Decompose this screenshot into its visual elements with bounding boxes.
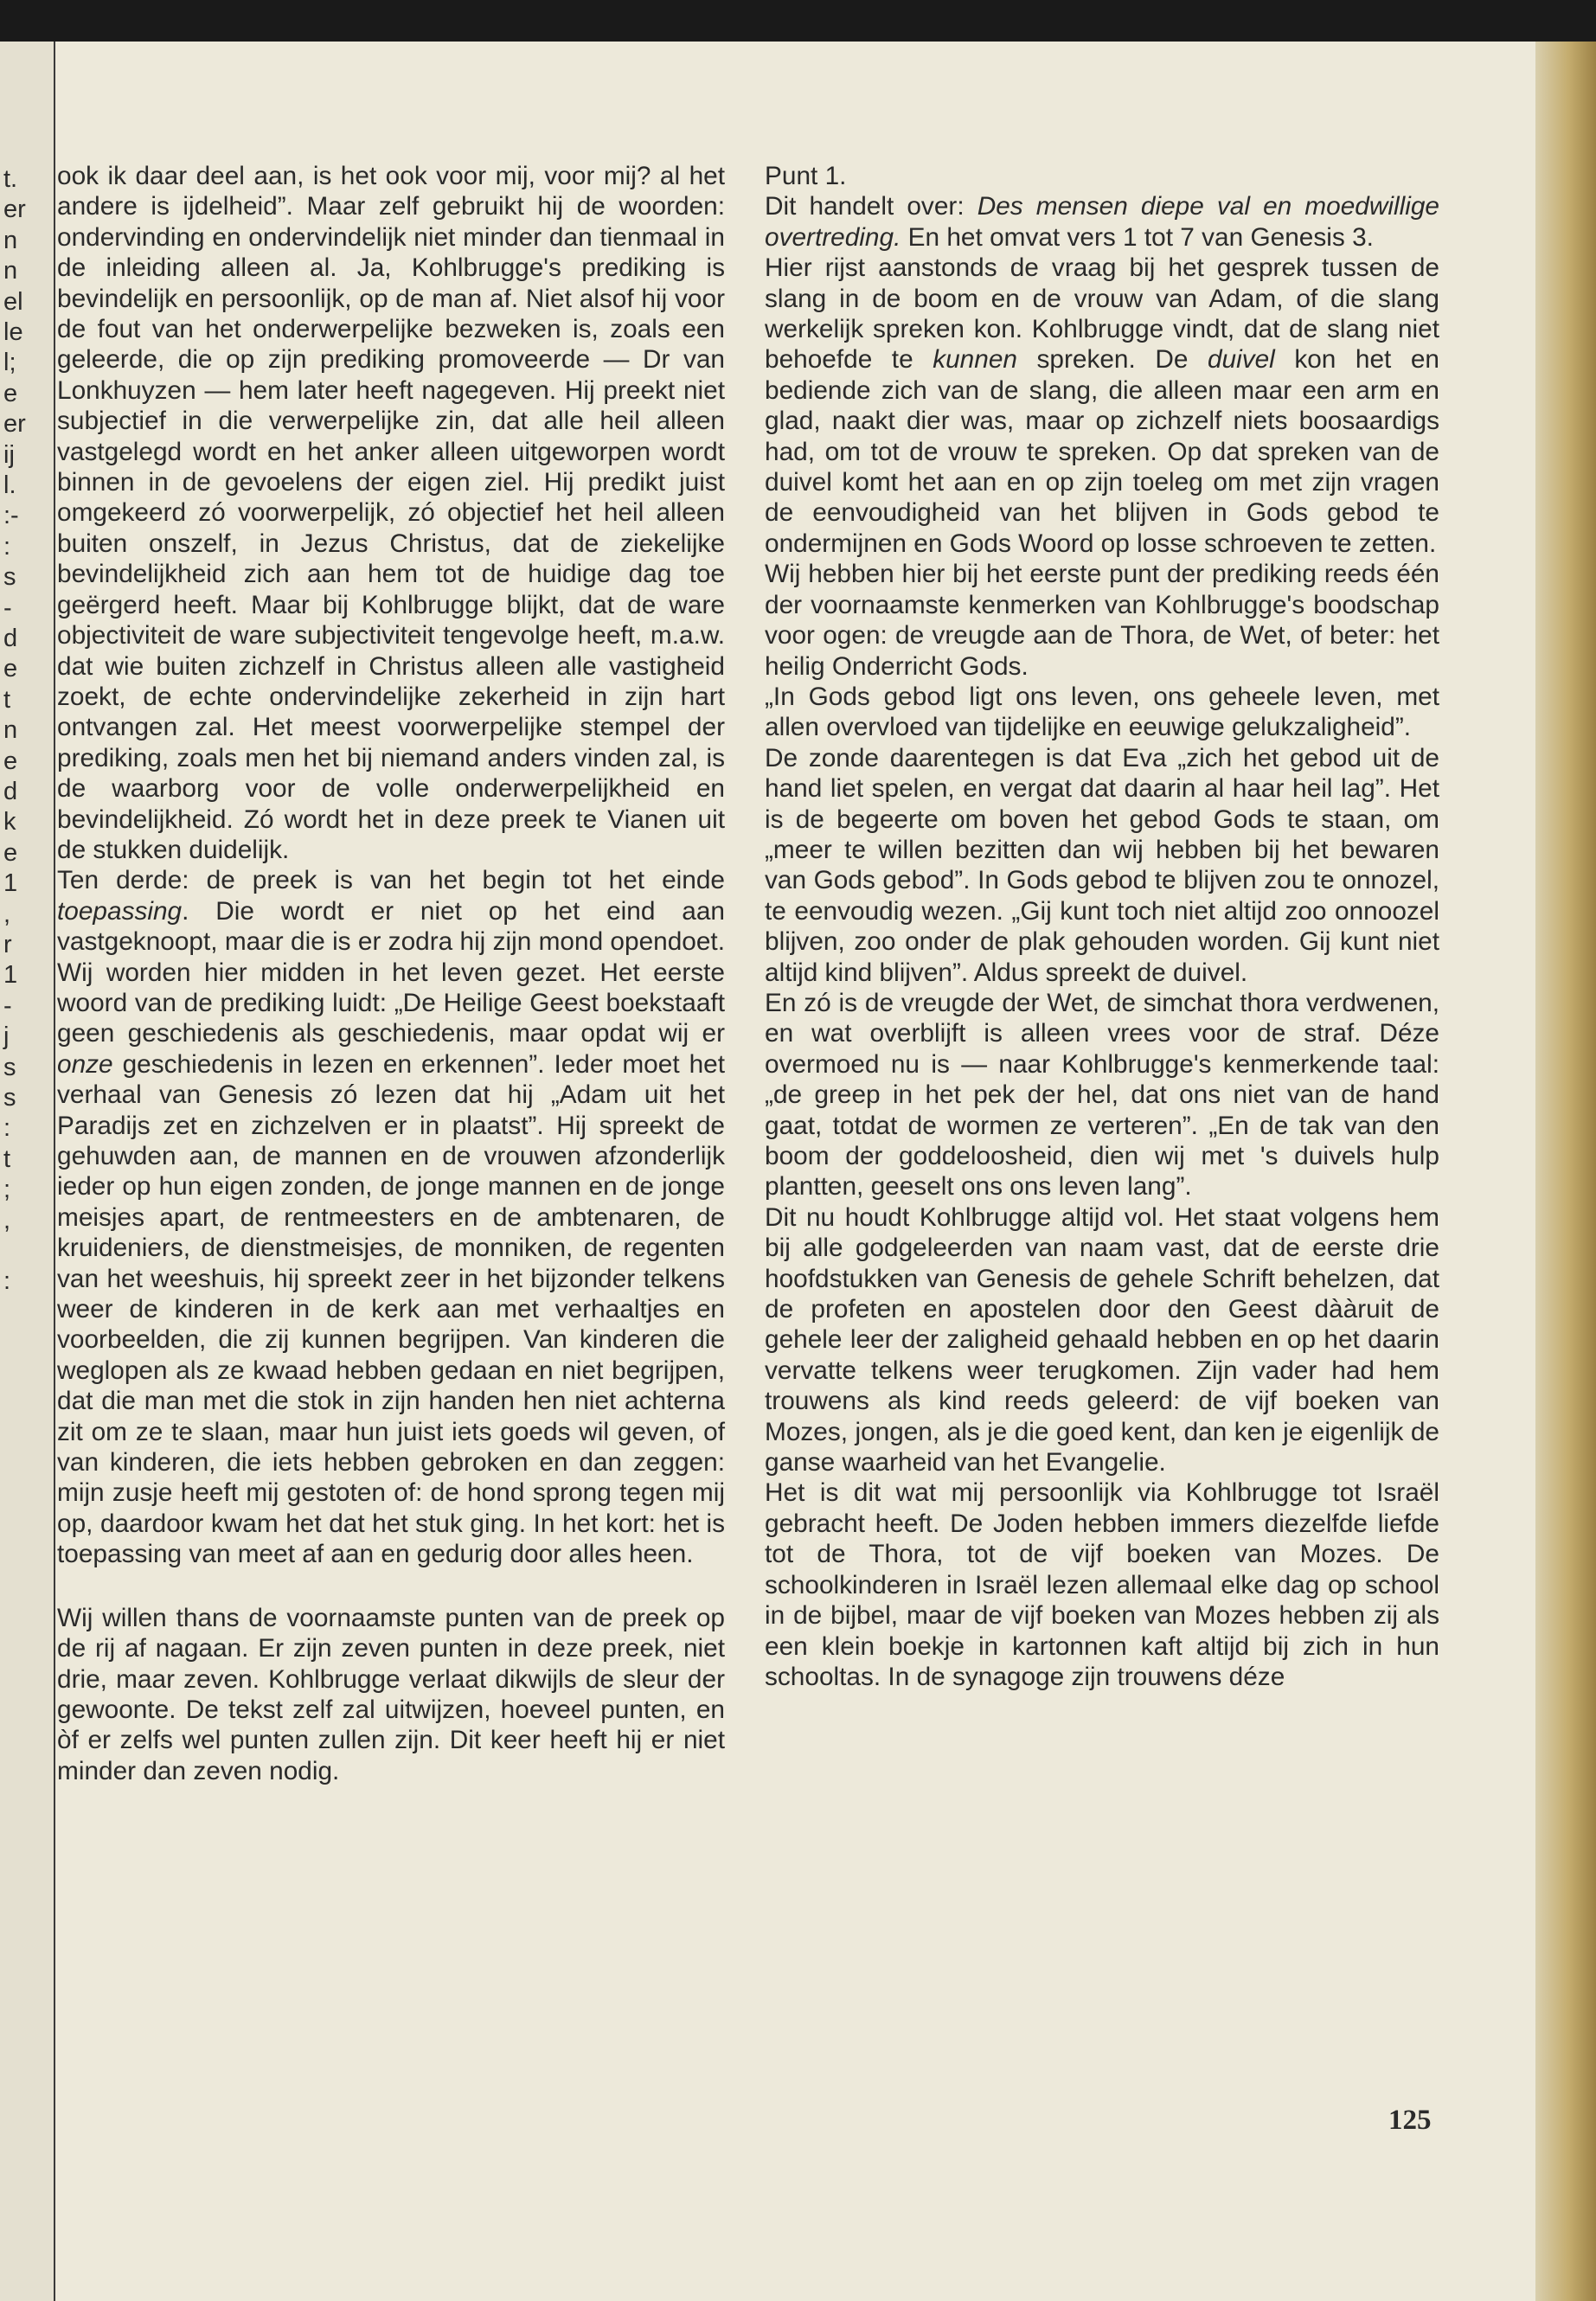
- margin-fragment: er: [3, 195, 26, 224]
- margin-fragment: :-: [3, 502, 19, 530]
- margin-fragment: s: [3, 563, 16, 592]
- margin-fragment: j: [3, 1022, 10, 1051]
- margin-fragment: e: [3, 838, 18, 867]
- margin-fragment: l;: [3, 349, 16, 377]
- margin-fragment: ,: [3, 1206, 11, 1234]
- margin-fragment: s: [3, 1053, 16, 1081]
- margin-fragment: 1: [3, 961, 18, 990]
- margin-fragment: n: [3, 226, 18, 254]
- paragraph: Dit nu houdt Kohlbrugge altijd vol. Het staat volgens hem bij alle godgeleerden van naam vast, dat de eerste drie hoofdstukken van Genesis de gehele Schrift behelzen, dat de profeten en apostelen door den Geest dààruit de gehele leer der zaligheid gehaald hebben en op het daarin vervatte telkens weer terugkomen. Zijn vader had hem trouwens als kind reeds geleerd: de vijf boeken van Mozes, jongen, als je die goed kent, dan ken je eigenlijk de ganse waarheid van het Evangelie.: [765, 1202, 1439, 1477]
- paragraph: Wij hebben hier bij het eerste punt der prediking reeds één der voornaamste kenmerken van Kohlbrugge's boodschap voor ogen: de vreugde aan de Thora, de Wet, of beter: het heilig Onderricht Gods.: [765, 560, 1439, 681]
- paragraph: Ten derde: de preek is van het begin tot het einde toepassing. Die wordt er niet op het eind aan vastgeknoopt, maar die is er zodra hij zijn mond opendoet. Wij worden hier midden in het leven gezet. Het eerste woord van de prediking luidt: „De Heilige Geest boekstaaft geen geschiedenis als geschiedenis, maar opdat wij er onze geschiedenis in lezen en erkennen”. Ieder moet het verhaal van Genesis zó lezen dat hij „Adam uit het Paradijs zet en zichzelven er in plaatst”. Hij spreekt de gehuwden aan, de mannen en de vrouwen afzonderlijk ieder op hun eigen zonden, de jonge mannen en de jonge meisjes apart, de rentmeesters en de ambtenaren, de kruideniers, de dienstmeisjes, de monniken, de regenten van het weeshuis, hij spreekt zeer in het bijzonder telkens weer de kinderen in de kerk aan met verhaaltjes en voorbeelden, die zij kunnen begrijpen. Van kinderen die weglopen als ze kwaad hebben gedaan en niet begrijpen, dat die man met die stok in zijn handen hen niet achterna zit om ze te slaan, maar hun juist iets goeds wil geven, of van kinderen, die iets hebben gebroken en dan zeggen: mijn zusje heeft mij gestoten of: de hond sprong tegen mij op, daardoor kwam het dat het stuk ging. In het kort: het is toepassing van meet af aan en gedurig door alles heen.: [57, 866, 725, 1569]
- margin-fragment: l.: [3, 471, 16, 499]
- margin-fragment: le: [3, 318, 23, 346]
- margin-fragment: e: [3, 747, 18, 775]
- margin-fragment: d: [3, 778, 18, 805]
- paragraph: ook ik daar deel aan, is het ook voor mij, voor mij? al het andere is ijdelheid”. Maar zelf gebruikt hij de woorden: ondervinding en ondervindelijk niet minder dan tienmaal in de inleiding alleen al. Ja, Kohlbrugge's prediking is bevindelijk en persoonlijk, op de man af. Niet alsof hij voor de fout van het onderwerpelijke bezweken is, zoals een geleerde, die op zijn prediking promoveerde — Dr van Lonkhuyzen — hem later heeft nagegeven. Hij preekt niet subjectief in die verwerpelijke zin, dat alle heil alleen vastgelegd wordt en het anker alleen uitgeworpen wordt binnen in de gevoelens der eigen ziel. Hij predikt juist omgekeerd zó voorwerpelijk, zó objectief het heil alleen buiten onszelf, in Jezus Christus, dat de ziekelijke bevindelijkheid zich aan hem tot de huidige dag toe geërgerd heeft. Maar bij Kohlbrugge blijkt, dat de ware objectiviteit de ware subjectiviteit tengevolge heeft, m.a.w. dat wie buiten zichzelf in Christus alleen alle vastigheid zoekt, de echte ondervindelijke zekerheid in zijn hart ontvangen zal. Het meest voorwerpelijke stempel der prediking, zoals men het bij niemand anders vinden zal, is de waarborg voor de volle onderwerpelijkheid en bevindelijkheid. Zó wordt het in deze preek te Vianen uit de stukken duidelijk.: [57, 162, 725, 864]
- margin-fragment: n: [3, 257, 18, 285]
- paragraph: De zonde daarentegen is dat Eva „zich het gebod uit de hand liet spelen, en vergat dat daarin al haar heil lag”. Het is de begeerte om boven het gebod Gods te staan, om „meer te willen bezitten dan wij hebben bij het bewaren van Gods gebod”. In Gods gebod te blijven zou te onnozel, te eenvoudig wezen. „Gij kunt toch niet altijd zoo onnoozel blijven, zoo onder de plak gehouden worden. Gij kunt niet altijd kind blijven”. Aldus spreekt de duivel.: [765, 743, 1439, 987]
- margin-fragment: s: [3, 1084, 16, 1112]
- margin-fragment: ij: [3, 440, 15, 469]
- margin-fragment: ;: [3, 1176, 11, 1204]
- margin-fragment: :: [3, 532, 11, 561]
- margin-fragment: 1: [3, 869, 18, 898]
- previous-page-margin: [0, 42, 55, 2301]
- paragraph: Het is dit wat mij persoonlijk via Kohlbrugge tot Israël gebracht heeft. De Joden hebben immers diezelfde liefde tot de Thora, tot de vijf boeken van Mozes. De schoolkinderen in Israël lezen allemaal elke dag op school in de bijbel, maar de vijf boeken van Mozes hebben zij als een klein boekje in kartonnen kaft altijd bij zich in hun schooltas. In de synagoge zijn trouwens déze: [765, 1478, 1439, 1691]
- book-page: [0, 42, 1596, 2301]
- margin-fragment: t.: [3, 165, 18, 193]
- margin-fragment: er: [3, 410, 26, 439]
- margin-fragment: -: [3, 593, 12, 622]
- paragraph: Dit handelt over: Des mensen diepe val en moedwillige overtreding. En het omvat vers 1 tot 7 van Genesis 3.: [765, 192, 1439, 252]
- left-column: [57, 161, 725, 1786]
- margin-fragment: d: [3, 625, 18, 652]
- paragraph: En zó is de vreugde der Wet, de simchat thora verdwenen, en wat overblijft is alleen vrees voor de straf. Déze overmoed nu is — naar Kohlbrugge's kenmerkende taal: „de greep in het pek der hel, dat ons niet van de hand gaat, totdat de wormen ze verteren”. „En de tak van den boom der goddeloosheid, dien wij met 's duivels hulp plantten, geeselt ons ons leven lang”.: [765, 988, 1439, 1202]
- margin-fragment: el: [3, 287, 23, 316]
- margin-fragment: t: [3, 685, 11, 714]
- paragraph: Wij willen thans de voornaamste punten van de preek op de rij af nagaan. Er zijn zeven punten in deze preek, niet drie, maar zeven. Kohlbrugge verlaat dikwijls de sleur der gewoonte. De tekst zelf zal uitwijzen, hoeveel punten, en òf er zelfs wel punten zullen zijn. Dit keer heeft hij er niet minder dan zeven nodig.: [57, 1603, 725, 1785]
- margin-fragment: n: [3, 716, 18, 745]
- margin-fragment: e: [3, 379, 18, 407]
- margin-fragment: :: [3, 1267, 11, 1296]
- margin-fragment: e: [3, 655, 18, 683]
- margin-fragment: k: [3, 808, 16, 836]
- section-heading: Punt 1.: [765, 162, 847, 190]
- page-number: 125: [1388, 2105, 1432, 2136]
- margin-fragment: -: [3, 991, 12, 1020]
- page-edge: [1535, 42, 1596, 2301]
- quote: „In Gods gebod ligt ons leven, ons geheele leven, met allen overvloed van tijdelijke en eeuwige gelukzaligheid”.: [765, 682, 1439, 742]
- margin-fragment: :: [3, 1114, 11, 1143]
- right-column: [765, 161, 1439, 1692]
- margin-fragment: r: [3, 931, 12, 958]
- paragraph: Hier rijst aanstonds de vraag bij het gesprek tussen de slang in de boom en de vrouw van Adam, of die slang werkelijk spreken kon. Kohlbrugge vindt, dat de slang niet behoefde te kunnen spreken. De duivel kon het en bediende zich van de slang, die alleen maar een arm en glad, naakt dier was, maar op zichzelf niets boosaardigs had, om tot de vrouw te spreken. Op dat spreken van de duivel komt het aan en op zijn toeleg om met zijn vragen de eenvoudigheid van het blijven in Gods gebod te ondermijnen en Gods Woord op losse schroeven te zetten.: [765, 253, 1439, 558]
- margin-fragment: ,: [3, 900, 11, 928]
- margin-fragment: t: [3, 1144, 11, 1173]
